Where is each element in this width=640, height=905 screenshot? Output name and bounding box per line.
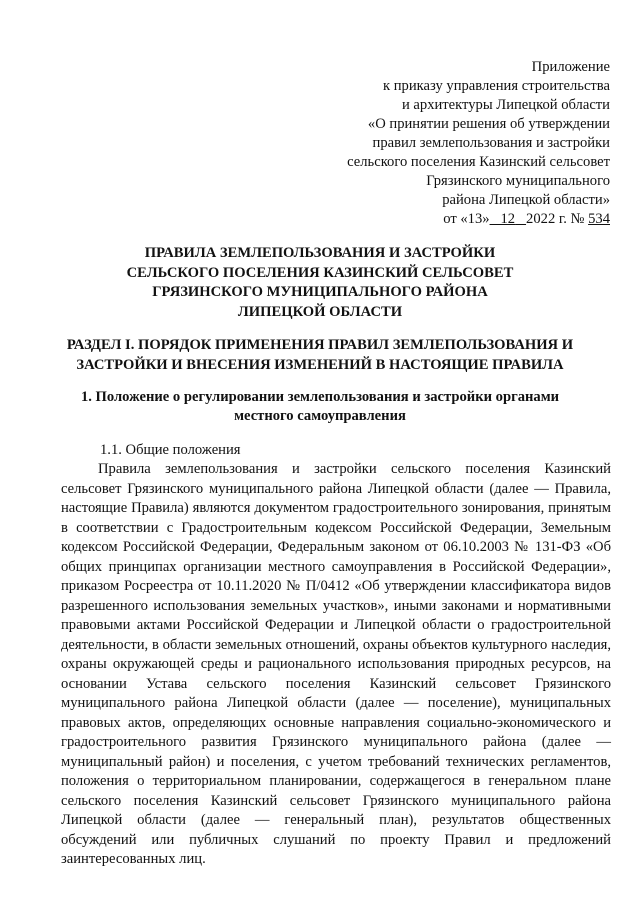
appendix-line: правил землепользования и застройки (372, 135, 610, 151)
order-number: 534 (588, 211, 610, 227)
appendix-block (270, 58, 610, 229)
title-line: ЛИПЕЦКОЙ ОБЛАСТИ (237, 303, 403, 320)
appendix-line: к приказу управления строительства (383, 78, 610, 94)
title-line: ГРЯЗИНСКОГО МУНИЦИПАЛЬНОГО РАЙОНА (152, 284, 488, 300)
date-prefix: от «13» (443, 211, 490, 227)
appendix-line: Приложение (531, 59, 610, 75)
appendix-date-line (270, 210, 610, 229)
section-heading (40, 336, 600, 375)
title-line: ПРАВИЛА ЗЕМЛЕПОЛЬЗОВАНИЯ И ЗАСТРОЙКИ (144, 245, 496, 261)
date-month: 12 (500, 211, 516, 227)
appendix-line: и архитектуры Липецкой области (401, 97, 610, 113)
date-year: 2022 г. № (526, 211, 585, 227)
section-line: РАЗДЕЛ I. ПОРЯДОК ПРИМЕНЕНИЯ ПРАВИЛ ЗЕМЛЕПОЛЬЗОВАНИЯ И (66, 337, 574, 353)
document-title (40, 244, 600, 322)
appendix-line: Грязинского муниципального (426, 173, 610, 189)
appendix-line: района Липецкой области» (442, 192, 610, 208)
appendix-line: «О принятии решения об утверждении (367, 116, 610, 132)
section-line: ЗАСТРОЙКИ И ВНЕСЕНИЯ ИЗМЕНЕНИЙ В НАСТОЯЩИЕ ПРАВИЛА (76, 356, 564, 373)
body-paragraph: Правила землепользования и застройки сельского поселения Казинский сельсовет Грязинского муниципального района Липецкой области (далее — Правила, настоящие Правила) являются документом градостроительного зонирования, принятым в соответствии с Градостроительным кодексом Российской Федерации, Земельным кодексом Российской Федерации, Федеральным законом от 06.10.2003 № 131-ФЗ «Об общих принципах организации местного самоуправления в Российской Федерации», приказом Росреестра от 10.11.2020 № П/0412 «Об утверждении классификатора видов разрешенного использования земельных участков», иными законами и нормативными правовыми актами Российской Федерации и Липецкой области о градостроительной деятельности, в области земельных отношений, охраны объектов культурного наследия, охраны окружающей среды и рационального использования природных ресурсов, на основании Устава сельского поселения Казинский сельсовет Грязинского муниципального района Липецкой области (далее — поселение), муниципальных правовых актов, определяющих основные направления социально-экономического и градостроительного развития Грязинского муниципального района (далее — муниципальный район) и поселения, с учетом требований технических регламентов, положения о территориальном планировании, содержащегося в генеральном плане сельского поселения Казинский сельсовет Грязинского муниципального района Липецкой области (далее — генеральный план), результатов общественных обсуждений или публичных слушаний по проекту Правил и предложений заинтересованных лиц. (61, 461, 611, 867)
appendix-line: сельского поселения Казинский сельсовет (347, 154, 610, 170)
chapter-heading: 1. Положение о регулировании землепользования и застройки органами местного самоуправления (80, 389, 560, 424)
subsection-heading: 1.1. Общие положения (100, 442, 241, 458)
title-line: СЕЛЬСКОГО ПОСЕЛЕНИЯ КАЗИНСКИЙ СЕЛЬСОВЕТ (126, 264, 514, 281)
